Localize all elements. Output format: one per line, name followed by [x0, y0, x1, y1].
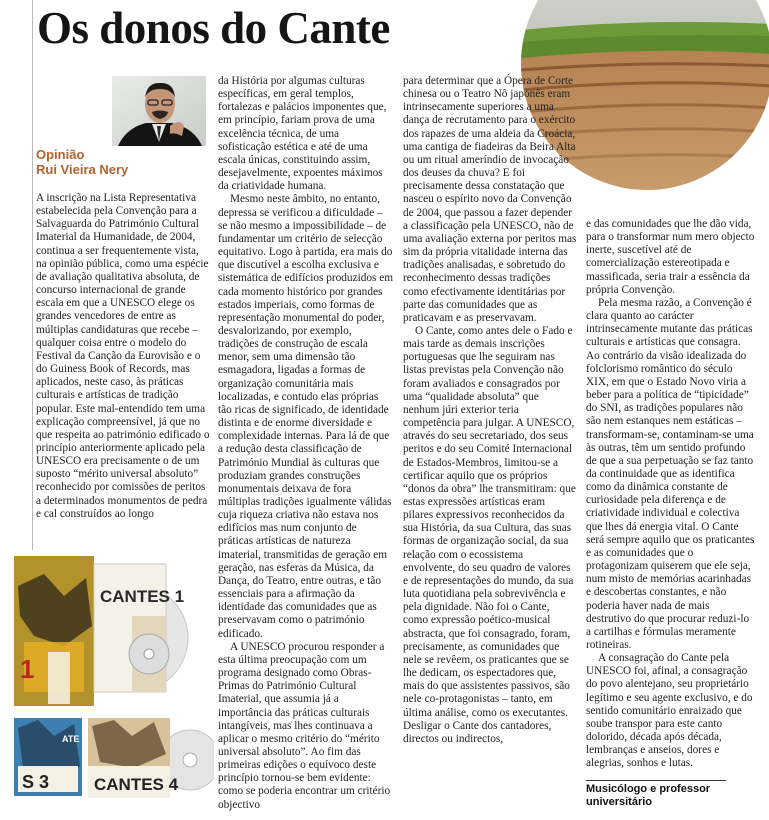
cd-title-1: CANTES 1: [100, 587, 185, 606]
cd-title-4: CANTES 4: [94, 775, 179, 794]
text-column-3: [403, 75, 577, 746]
paragraph: da História por algumas culturas específicas, em geral templos, fortalezas e palácios imponentes que, em princípio, fariam prova de uma excelência técnica, de uma sofisticação estética e até de uma escala únicas, constituindo assim, desejavelmente, expoentes máximos da criatividade humana.: [218, 75, 387, 193]
author-photo: [112, 76, 206, 146]
author-name: Rui Vieira Nery: [36, 162, 129, 177]
paragraph: e das comunidades que lhe dão vida, para o transformar num mero objecto inerte, suscetível até de comercialização estereotipada e massificada, seria trair a essência da própria Convenção.: [586, 218, 755, 296]
cd-title-3: S 3: [22, 772, 50, 792]
paragraph: A consagração do Cante pela UNESCO foi, afinal, a consagração do povo alentejano, seu proprietário legítimo e seu agente exclusivo, e do sentido comunitário enraizado que soube transpor para este canto dolorido, década após década, lembranças e anseios, dores e alegrias, sonhos e lutas.: [586, 652, 753, 770]
text-column-1: [36, 192, 212, 521]
article-title: Os donos do Cante: [37, 3, 390, 53]
section-label: Opinião: [36, 147, 85, 162]
album-covers-image: [14, 556, 214, 801]
paragraph: para determinar que a Ópera de Corte chinesa ou o Teatro Nô japonês eram intrinsecamente superiores a uma dança de recrutamento para o exército dos rapazes de uma aldeia da Croácia, uma cantiga de fiadeiras da Beira Alta ou um ritual ameríndio de invocação dos deuses da chuva? E foi precisamente dessa constatação que nasceu o espírito novo da Convenção de 2004, que passou a fazer depender a classificação pela UNESCO, não de uma avaliação externa por peritos mas sim da própria vitalidade interna das tradições analisadas, e sobretudo do reconhecimento dessas tradições como efectivamente identitárias por parte das comunidades que as praticavam e as preservavam.: [403, 75, 577, 324]
paragraph: O Cante, como antes dele o Fado e mais tarde as demais inscrições portuguesas que lhe seguiram nas listas previstas pela Convenção não foram avaliados e consagrados por uma “qualidade absoluta” que nenhum júri exterior teria competência para julgar. A UNESCO, através do seu secretariado, dos seus peritos e do seu Comité Internacional de Estados-Membros, limitou-se a certificar aquilo que os próprios “donos da obra” lhe transmitiram: que estas expressões artísticas eram pilares expressivos reconhecidos da sua História, da sua Cultura, das suas formas de organização social, da sua relação com o ecossistema envolvente, do seu quadro de valores e de representações do mundo, da sua luta quotidiana pela sobrevivência e pela dignidade. Não foi o Cante, como expressão poético-musical abstracta, que foi consagrado, foram, precisamente, as comunidades que nele se revêem, os praticantes que se lhe dedicam, os espectadores que, mais do que assistentes passivos, são nele co-protagonistas – tanto, em última análise, como os executantes. Desligar o Cante dos cantadores, directos ou indirectos,: [403, 324, 576, 745]
author-signature: Musicólogo e professor universitário: [586, 783, 711, 808]
text-column-4: [586, 218, 756, 771]
column-divider: [32, 0, 33, 550]
cd-spine-number: 1: [20, 654, 35, 684]
paragraph: A UNESCO procurou responder a esta última preocupação com um programa designado como Obras-Primas do Património Cultural Imaterial, que assumia já a importância das práticas culturais intangíveis, mas lhes continuava a aplicar o mesmo critério do “mérito universal absoluto”. Ao fim das primeiras edições o equívoco deste princípio tornou-se bem evidente: como se poderia encontrar um critério objectivo: [218, 640, 391, 811]
cd-brand-label: ATE: [62, 734, 80, 744]
paragraph: Mesmo neste âmbito, no entanto, depressa se verificou a dificuldade – se não mesmo a impossibilidade – de fundamentar um critério de selecção equitativo. Logo à partida, era mais do que discutível a escolha exclusiva e sistemática de edifícios produzidos em cada momento histórico por grandes estados imperiais, como formas de representação monumental do poder, desvalorizando, por exemplo, tradições de construção de escala menor, sem uma dimensão tão esmagadora, ligadas a formas de organização comunitária mais localizadas, e contudo elas próprias tão ricas de significado, de identidade distinta e de enorme diversidade e complexidade internas. Para lá de que a redução desta classificação de Património Mundial às culturas que produziam grandes construções monumentais deixava de fora múltiplas tradições igualmente válidas cuja riqueza criativa não estava nos edifícios mas num conjunto de práticas artísticas de natureza imaterial, transmitidas de geração em geração, nas esferas da Música, da Dança, do Teatro, entre outras, e tão essenciais para a afirmação da identidade das comunidades que as preservavam como o património edificado.: [218, 193, 394, 640]
signature-rule: [586, 780, 726, 781]
paragraph: A inscrição na Lista Representativa estabelecida pela Convenção para a Salvaguarda do Património Cultural Imaterial da Humanidade, de 2004, continua a ser frequentemente vista, na opinião pública, como uma espécie de avaliação qualitativa absoluta, de concurso internacional de grande escala em que a UNESCO elege os grandes vencedores de entre as múltiplas candidaturas que recebe – qualquer coisa entre o modelo do Festival da Canção da Eurovisão e o do Guiness Book of Records, mas aplicados, neste caso, às práticas culturais e artísticas de tradição popular. Este mal-entendido tem uma explicação compreensível, já que no que respeita ao património edificado o princípio anteriormente aplicado pela UNESCO era precisamente o de um suposto “mérito universal absoluto” reconhecido por comissões de peritos a determinados monumentos de pedra e cal construídos ao longo: [36, 192, 210, 520]
text-column-2: [218, 75, 394, 812]
paragraph: Pela mesma razão, a Convenção é clara quanto ao carácter intrinsecamente mutante das práticas culturais e artísticas que consagra. Ao contrário da visão idealizada do folclorismo romântico do século XIX, em que o Estado Novo viria a beber para a política de “tipicidade” do SNI, as tradições populares não são nem estanques nem estáticas – transformam-se, contaminam-se uma às outras, têm um sentido profundo de que a sua perpetuação se faz tanto da continuidade que as identifica como da dinâmica constante de curiosidade pela diferença e de criatividade individual e colectiva que lhes dá energia vital. O Cante será sempre aquilo que os praticantes e as comunidades que o protagonizam quiserem que ele seja, num misto de memórias acarinhadas e descobertas constantes, e não poderia haver nada de mais destrutivo do que procurar reduzi-lo a cartilhas e fórmulas meramente rotineiras.: [586, 296, 755, 651]
